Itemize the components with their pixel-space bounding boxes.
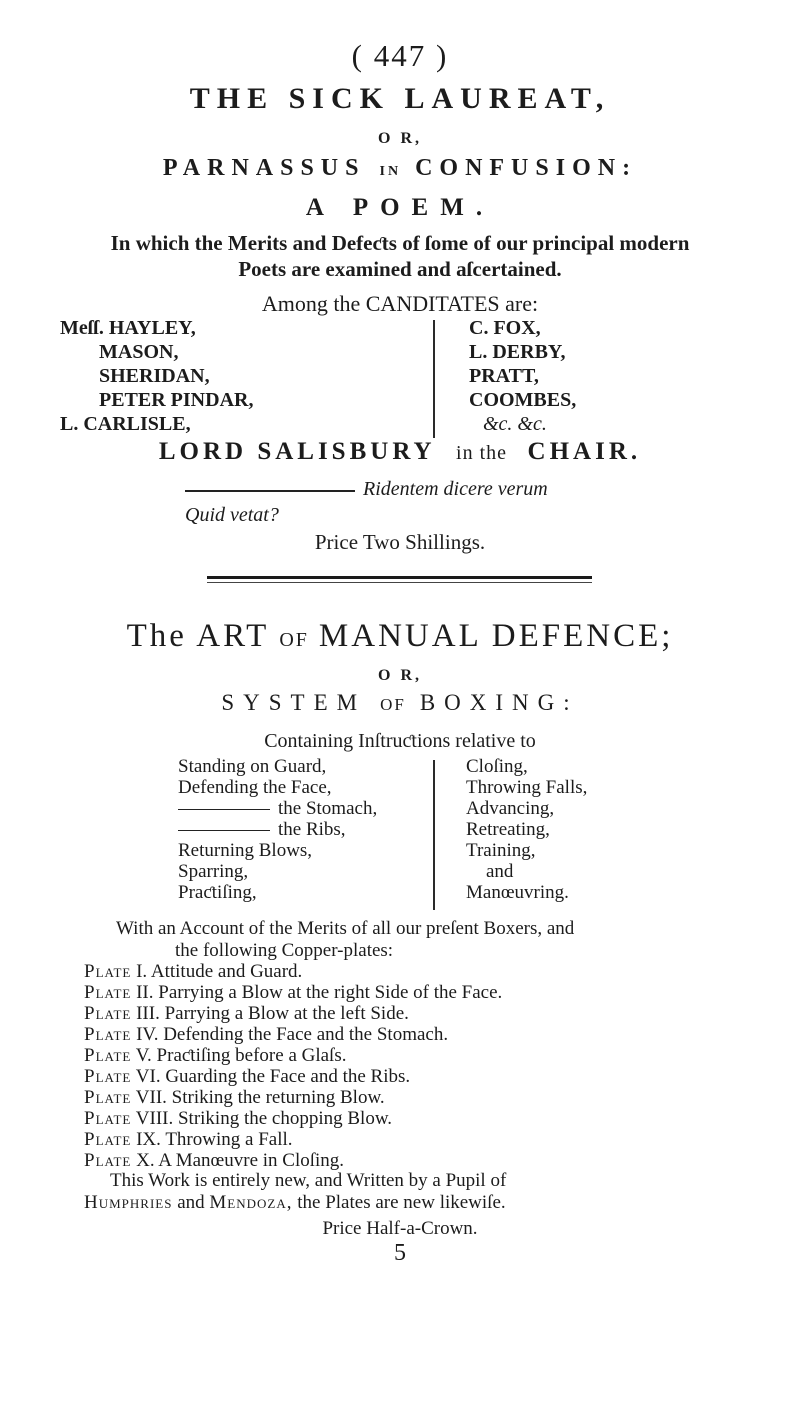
section-rule-thick xyxy=(207,576,592,579)
plate-item: Plate IV. Defending the Face and the Stomach. xyxy=(84,1024,449,1045)
poem-subtitle-a: PARNASSUS xyxy=(162,155,366,181)
topic-right: Cloſing, xyxy=(466,756,528,777)
boxing-title-a: The ART xyxy=(126,618,270,654)
topic-left: the Stomach, xyxy=(178,798,377,819)
plate-item: Plate I. Attitude and Guard. xyxy=(84,961,303,982)
topic-right: Advancing, xyxy=(466,798,555,819)
plate-item: Plate VIII. Striking the chopping Blow. xyxy=(84,1108,393,1129)
motto-line-2: Quid vetat? xyxy=(185,504,279,526)
boxing-or: O R, xyxy=(378,667,422,684)
boxing-title-of: OF xyxy=(279,629,309,651)
boxing-containing: Containing Inſtruƈtions relative to xyxy=(264,730,536,752)
chair-line xyxy=(0,438,800,466)
poem-description-line: In which the Merits and Defeƈts of ſome of our principal modern xyxy=(110,231,690,255)
topics-right-list xyxy=(466,756,587,903)
topic-left: Standing on Guard, xyxy=(178,756,327,777)
candidate-left: MASON, xyxy=(99,341,179,363)
plate-item: Plate III. Parrying a Blow at the left Side. xyxy=(84,1003,409,1024)
topic-right: Training, xyxy=(466,840,536,861)
plate-item: Plate IX. Throwing a Fall. xyxy=(84,1129,293,1150)
chair-word: CHAIR. xyxy=(527,438,642,465)
poem-description xyxy=(0,230,800,282)
poem-title: THE SICK LAUREAT, xyxy=(189,82,611,115)
boxing-sub-a: SYSTEM xyxy=(221,690,367,715)
poem-description-line: Poets are examined and aſcertained. xyxy=(238,257,562,281)
motto-dash xyxy=(185,490,355,492)
section-rule-thin xyxy=(207,582,592,583)
boxing-title-b: MANUAL DEFENCE; xyxy=(318,618,674,654)
plate-item: Plate II. Parrying a Blow at the right Side of the Face. xyxy=(84,982,503,1003)
poem-or: O R, xyxy=(378,130,422,147)
plate-item: Plate X. A Manœuvre in Cloſing. xyxy=(84,1150,345,1171)
account-line-2: the following Copper-plates: xyxy=(175,940,394,961)
plates-list xyxy=(84,961,502,1171)
boxing-price: Price Half-a-Crown. xyxy=(322,1218,478,1239)
candidate-left: SHERIDAN, xyxy=(99,365,210,387)
motto-line-1: Ridentem dicere verum xyxy=(363,478,548,500)
candidate-right: &c. &c. xyxy=(483,413,547,435)
topics-left-list xyxy=(178,756,377,903)
candidate-left: L. CARLISLE, xyxy=(60,413,191,435)
topic-left: Sparring, xyxy=(178,861,249,882)
poem-form: A POEM. xyxy=(305,194,495,221)
candidate-left: Meſſ. HAYLEY, xyxy=(60,317,196,339)
candidate-right: C. FOX, xyxy=(469,317,541,339)
work-line-1: This Work is entirely new, and Written by a Pupil of xyxy=(110,1170,507,1191)
candidates-left-list xyxy=(60,340,254,436)
plate-item: Plate VII. Striking the returning Blow. xyxy=(84,1087,385,1108)
topic-right: Retreating, xyxy=(466,819,550,840)
plate-item: Plate VI. Guarding the Face and the Ribs. xyxy=(84,1066,411,1087)
topic-left: Praƈtiſing, xyxy=(178,882,257,903)
poem-subtitle xyxy=(0,155,800,182)
page-number: ( 447 ) xyxy=(351,38,449,73)
boxing-subtitle xyxy=(0,690,800,716)
topic-left: the Ribs, xyxy=(178,819,377,840)
candidate-left: PETER PINDAR, xyxy=(99,389,254,411)
topic-right: and xyxy=(486,861,514,882)
chair-name: LORD SALISBURY xyxy=(158,438,436,465)
work-line-2: Humphries and Mendoza, the Plates are new likewiſe. xyxy=(84,1192,506,1213)
chair-in: in the xyxy=(456,442,508,464)
column-divider xyxy=(433,320,435,438)
candidates-heading: Among the CANDITATES are: xyxy=(261,291,539,316)
boxing-title xyxy=(0,618,800,655)
boxing-sub-of: OF xyxy=(380,695,406,714)
topic-left: Defending the Face, xyxy=(178,777,332,798)
poem-price: Price Two Shillings. xyxy=(314,530,486,554)
topic-right: Manœuvring. xyxy=(466,882,569,903)
column-divider xyxy=(433,760,435,910)
topic-right: Throwing Falls, xyxy=(466,777,588,798)
topic-left: Returning Blows, xyxy=(178,840,313,861)
ditto-dash xyxy=(178,830,270,832)
candidate-right: PRATT, xyxy=(469,365,539,387)
plate-item: Plate V. Praƈtiſing before a Glaſs. xyxy=(84,1045,347,1066)
candidates-right-list xyxy=(469,316,576,436)
ditto-dash xyxy=(178,809,270,811)
account-line-1: With an Account of the Merits of all our preſent Boxers, and xyxy=(116,918,575,939)
signature-mark: 5 xyxy=(394,1240,406,1266)
candidate-right: COOMBES, xyxy=(469,389,577,411)
boxing-sub-b: BOXING: xyxy=(419,690,579,715)
poem-subtitle-b: CONFUSION: xyxy=(415,155,638,181)
candidate-right: L. DERBY, xyxy=(469,341,566,363)
poem-subtitle-in: IN xyxy=(379,164,402,179)
